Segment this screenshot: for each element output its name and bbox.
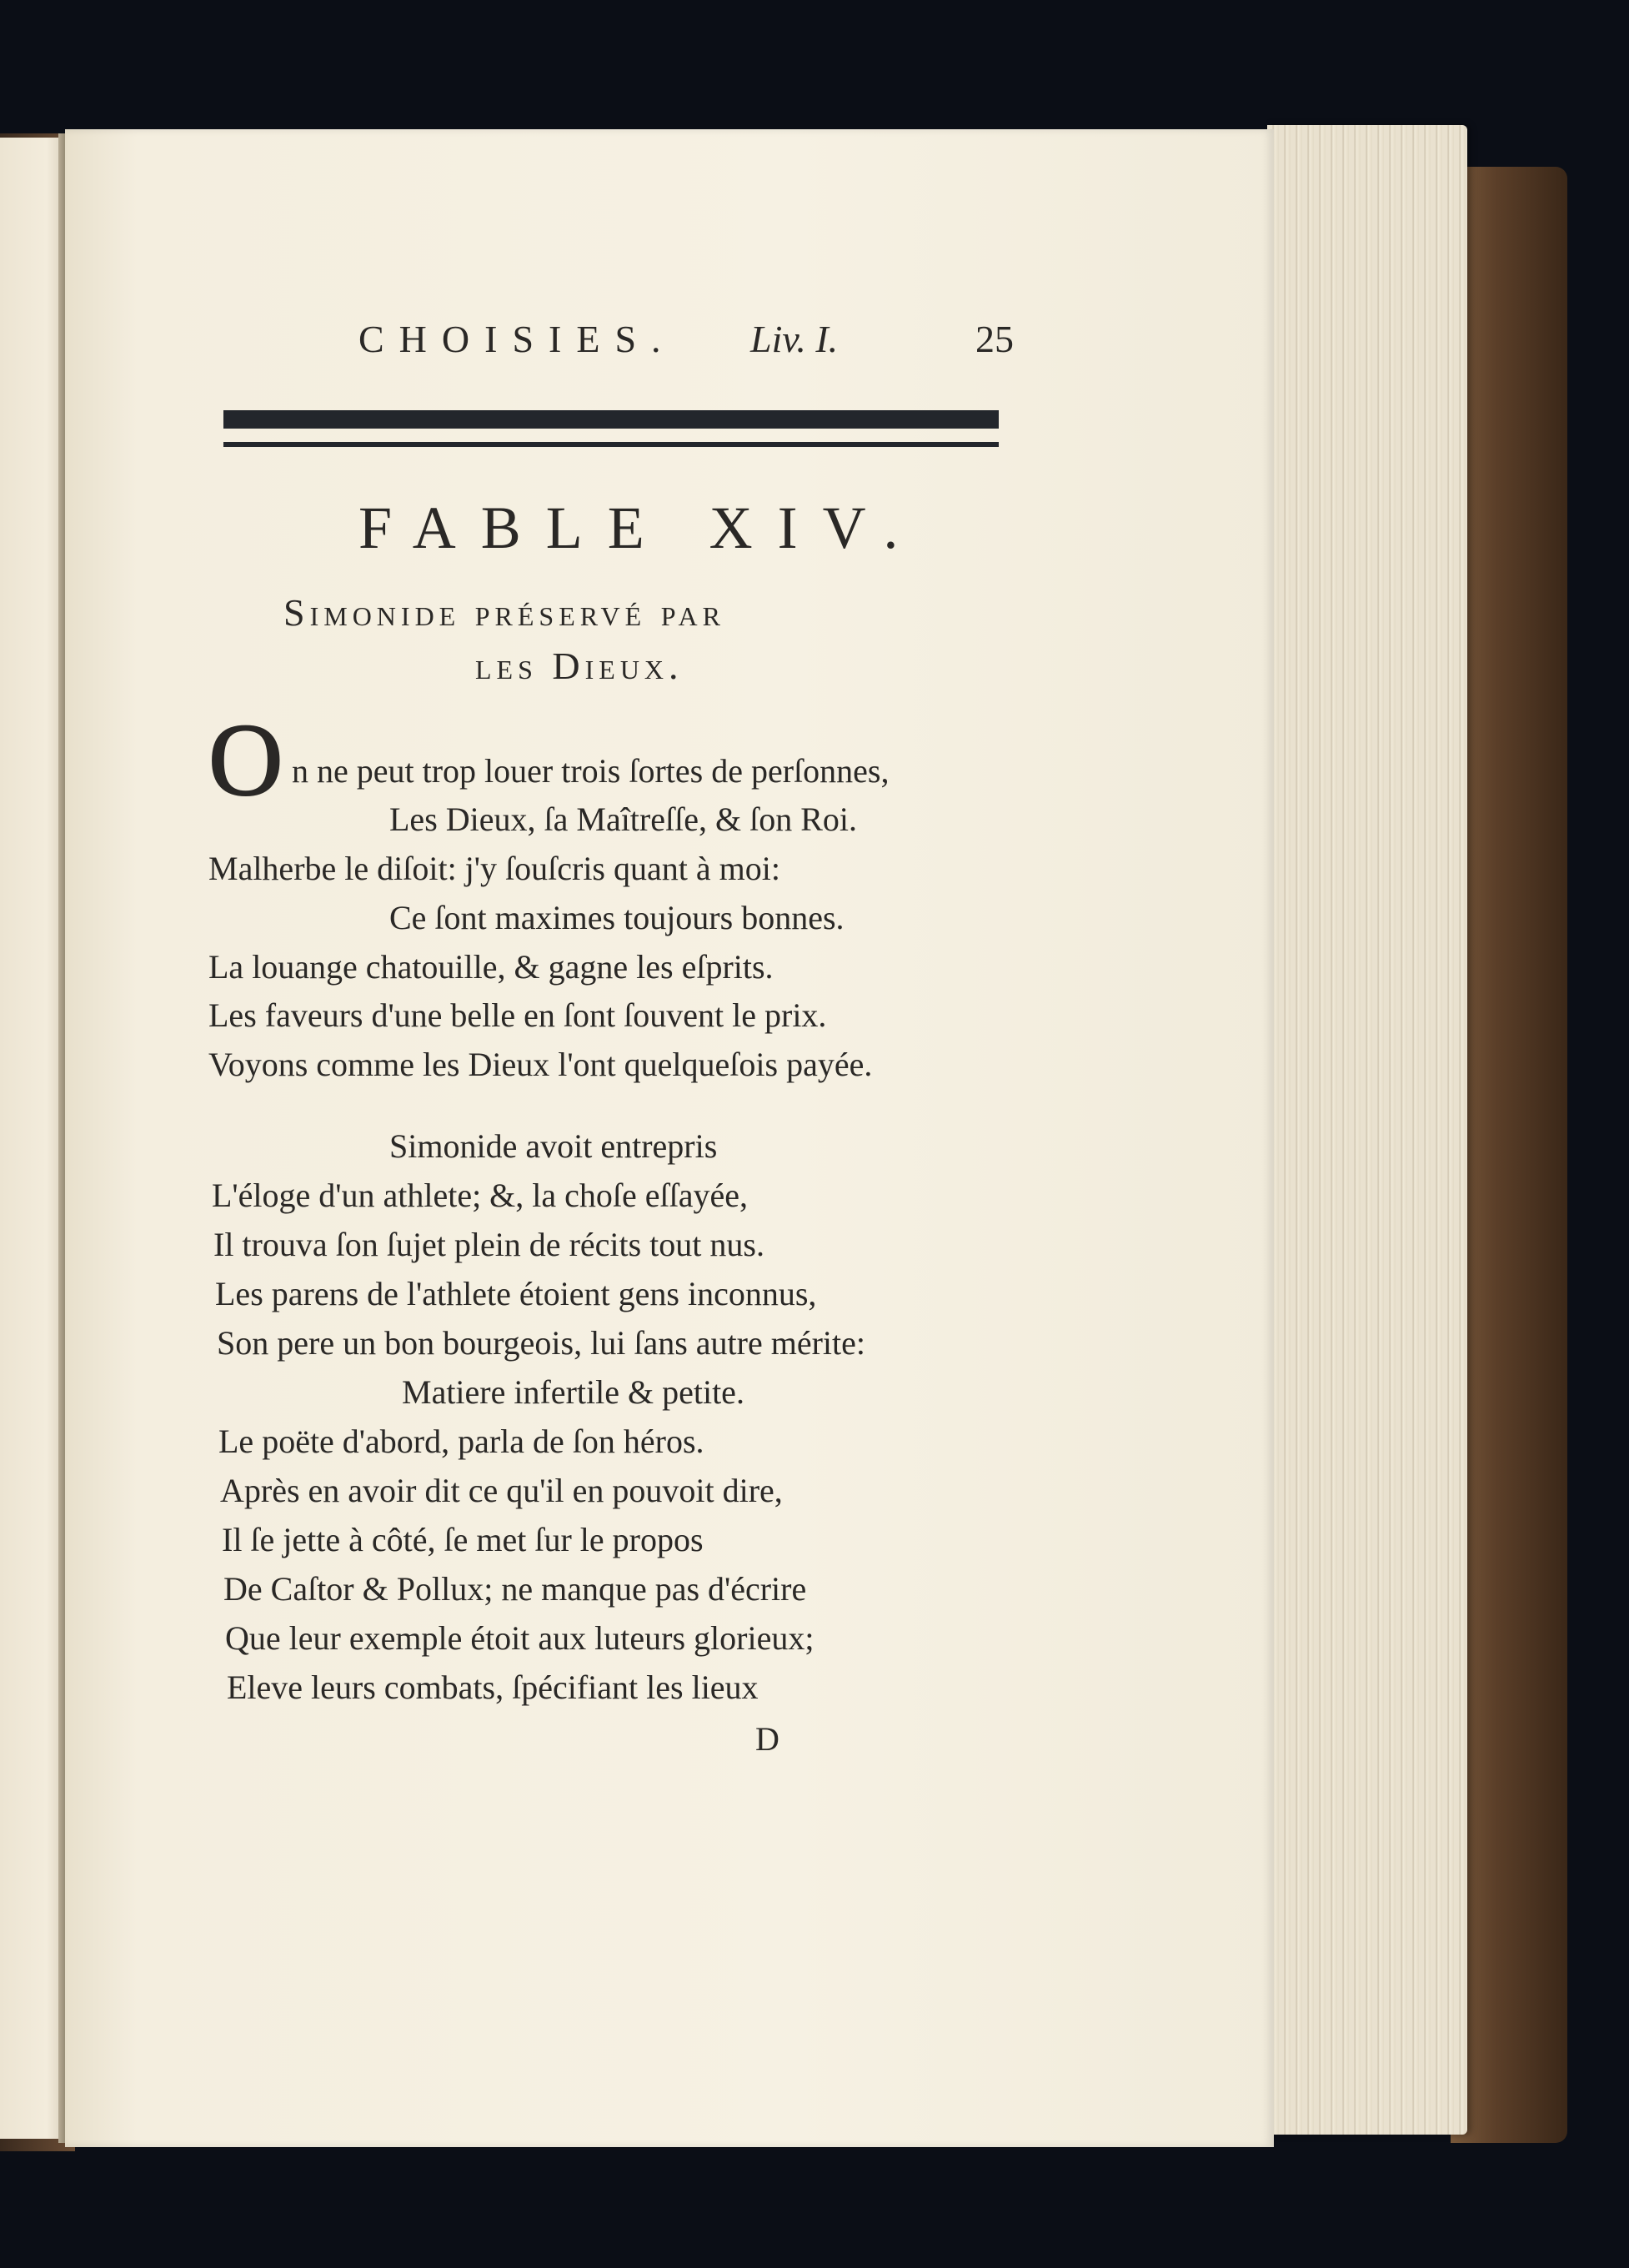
running-head-title: CHOISIES. (358, 318, 676, 360)
verse-line: Le poëte d'abord, parla de ſon héros. (218, 1423, 704, 1460)
verse-line: La louange chatouille, & gagne les eſprits. (208, 948, 774, 986)
page-number: 25 (975, 318, 1014, 360)
verse-line: Voyons comme les Dieux l'ont quelqueſois payée. (208, 1046, 873, 1083)
verse-line: Malherbe le diſoit: j'y ſouſcris quant à moi: (208, 850, 780, 887)
fable-subtitle-line1: Simonide préservé par (283, 591, 726, 634)
verse-line: Que leur exemple étoit aux luteurs glorieux; (225, 1619, 814, 1657)
verse-line: Eleve leurs combats, ſpécifiant les lieux (227, 1668, 759, 1706)
verse-line: Ce ſont maximes toujours bonnes. (389, 899, 845, 936)
verse-line: Après en avoir dit ce qu'il en pouvoit dire, (220, 1472, 783, 1509)
fable-title: FABLE XIV. (358, 494, 924, 561)
left-page-edge (0, 138, 67, 2139)
verse-line: De Caſtor & Pollux; ne manque pas d'écrire (223, 1570, 807, 1608)
verse-line: L'éloge d'un athlete; &, la choſe eſſayée, (212, 1177, 749, 1214)
signature-mark: D (755, 1720, 779, 1758)
page-stack-edges (1267, 125, 1467, 2135)
running-head (358, 317, 1025, 367)
ornamental-rule-thick (223, 410, 999, 429)
right-cover (1451, 167, 1567, 2143)
verse-line: Son pere un bon bourgeois, lui ſans autre mérite: (217, 1324, 865, 1362)
ornamental-rule-thin (223, 442, 999, 447)
verse-line: n ne peut trop louer trois ſortes de perſonnes, (292, 752, 890, 790)
verse-line: Simonide avoit entrepris (389, 1127, 718, 1165)
fable-subtitle-line2: les Dieux. (475, 645, 684, 687)
verse-line: Les parens de l'athlete étoient gens inconnus, (215, 1275, 817, 1312)
verse-line: Il ſe jette à côté, ſe met ſur le propos (222, 1521, 704, 1558)
running-head-book: Liv. I. (750, 318, 839, 360)
verse-line: Matiere infertile & petite. (402, 1373, 744, 1411)
drop-cap: O (208, 703, 283, 817)
verse-line: Il trouva ſon ſujet plein de récits tout nus. (213, 1226, 764, 1263)
verse-line: Les faveurs d'une belle en ſont ſouvent le prix. (208, 996, 827, 1034)
verse-line: Les Dieux, ſa Maîtreſſe, & ſon Roi. (389, 800, 857, 838)
